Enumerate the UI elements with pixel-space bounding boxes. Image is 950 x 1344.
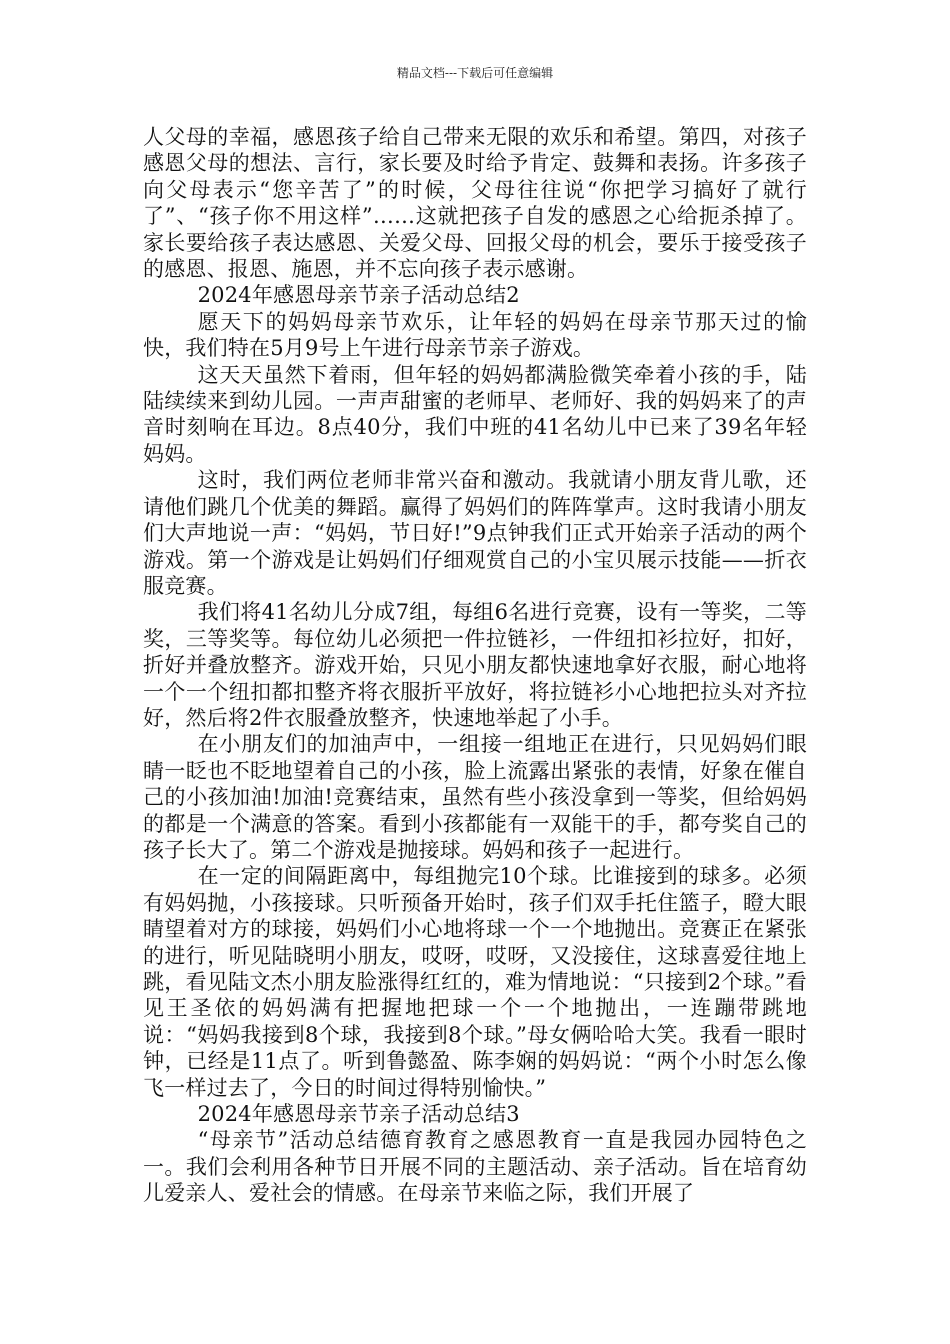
paragraph: 在一定的间隔距离中，每组抛完10个球。比谁接到的球多。必须有妈妈抛，小孩接球。只听预备开始时，孩子们双手托住篮子，瞪大眼睛望着对方的球接，妈妈们小心地将球一个一个地抛出。竞赛正在紧张的进行，听见陆晓明小朋友，哎呀，哎呀，又没接住，这球喜爱往地上跳，看见陆文杰小朋友脸涨得红红的，难为情地说：“只接到2个球。”看见王圣依的妈妈满有把握地把球一个一个地抛出，一连蹦带跳地说：“妈妈我接到8个球，我接到8个球。”母女俩哈哈大笑。我看一眼时钟，已经是11点了。听到鲁懿盈、陈李娴的妈妈说：“两个小时怎么像飞一样过去了，今日的时间过得特别愉快。”: [143, 864, 807, 1100]
paragraph: 愿天下的妈妈母亲节欢乐，让年轻的妈妈在母亲节那天过的愉快，我们特在5月9号上午进行母亲节亲子游戏。: [143, 309, 807, 361]
section-heading-2: 2024年感恩母亲节亲子活动总结2: [197, 283, 520, 308]
paragraph: 这天天虽然下着雨，但年轻的妈妈都满脸微笑牵着小孩的手，陆陆续续来到幼儿园。一声声甜蜜的老师早、老师好、我的妈妈来了的声音时刻响在耳边。8点40分，我们中班的41名幼儿中已来了39名年轻妈妈。: [143, 362, 807, 466]
document-body: [143, 124, 807, 1207]
paragraph: 在小朋友们的加油声中，一组接一组地正在进行，只见妈妈们眼睛一眨也不眨地望着自己的小孩，脸上流露出紧张的表情，好象在催自己的小孩加油!加油!竞赛结束，虽然有些小孩没拿到一等奖，但给妈妈的都是一个满意的答案。看到小孩都能有一双能干的手，都夸奖自己的孩子长大了。第二个游戏是抛接球。妈妈和孩子一起进行。: [143, 732, 807, 862]
page-header: 精品文档---下载后可任意编辑: [396, 66, 554, 80]
paragraph: 我们将41名幼儿分成7组，每组6名进行竞赛，设有一等奖，二等奖，三等奖等。每位幼儿必须把一件拉链衫，一件纽扣衫拉好，扣好，折好并叠放整齐。游戏开始，只见小朋友都快速地拿好衣服，耐心地将一个一个纽扣都扣整齐将衣服折平放好，将拉链衫小心地把拉头对齐拉好，然后将2件衣服叠放整齐，快速地举起了小手。: [143, 600, 807, 730]
section-heading-3: 2024年感恩母亲节亲子活动总结3: [197, 1102, 520, 1127]
paragraph: 这时，我们两位老师非常兴奋和激动。我就请小朋友背儿歌，还请他们跳几个优美的舞蹈。赢得了妈妈们的阵阵掌声。这时我请小朋友们大声地说一声：“妈妈，节日好!”9点钟我们正式开始亲子活动的两个游戏。第一个游戏是让妈妈们仔细观赏自己的小宝贝展示技能——折衣服竞赛。: [143, 468, 807, 598]
paragraph: “母亲节”活动总结德育教育之感恩教育一直是我园办园特色之一。我们会利用各种节日开展不同的主题活动、亲子活动。旨在培育幼儿爱亲人、爱社会的情感。在母亲节来临之际，我们开展了: [143, 1128, 807, 1206]
paragraph-continuation: 人父母的幸福，感恩孩子给自己带来无限的欢乐和希望。第四，对孩子感恩父母的想法、言行，家长要及时给予肯定、鼓舞和表扬。许多孩子向父母表示“您辛苦了”的时候，父母往往说“你把学习搞好了就行了”、“孩子你不用这样”……这就把孩子自发的感恩之心给扼杀掉了。家长要给孩子表达感恩、关爱父母、回报父母的机会，要乐于接受孩子的感恩、报恩、施恩，并不忘向孩子表示感谢。: [143, 125, 807, 282]
